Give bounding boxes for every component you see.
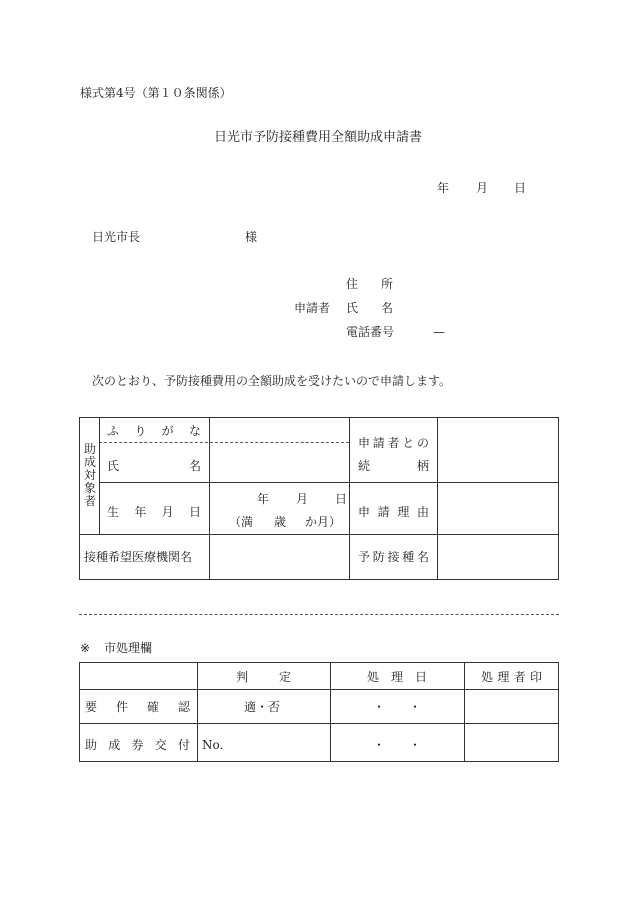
reason-field[interactable] bbox=[439, 484, 557, 533]
office-heading: 市処理欄 bbox=[104, 641, 153, 655]
row1-date-dot2: ・ bbox=[409, 700, 422, 714]
eligibility-judgment: 適・否 bbox=[244, 700, 281, 714]
birth-day-label: 日 bbox=[335, 492, 348, 506]
coupon-issue-label: 助 成 券 交 付 bbox=[85, 738, 190, 752]
relationship-label-line1: 申 請 者 と の bbox=[358, 436, 429, 450]
addressee-name: 日光市長 bbox=[92, 230, 141, 244]
requirement-check-label: 要 件 確 認 bbox=[85, 700, 190, 714]
relationship-field[interactable] bbox=[439, 419, 557, 481]
vaccine-field[interactable] bbox=[439, 536, 557, 578]
row2-seal-field[interactable] bbox=[466, 725, 557, 760]
office-heading-mark: ※ bbox=[80, 641, 91, 655]
date-day: 日 bbox=[514, 181, 527, 195]
col-seal-header: 処 理 者 印 bbox=[481, 670, 542, 684]
date-year: 年 bbox=[437, 181, 450, 195]
birthdate-label: 生 年 月 日 bbox=[107, 505, 201, 519]
hospital-field[interactable] bbox=[211, 536, 347, 578]
row2-date-dot1: ・ bbox=[373, 738, 386, 752]
furigana-field[interactable] bbox=[211, 419, 347, 440]
row1-seal-field[interactable] bbox=[466, 691, 557, 722]
applicant-name-label: 氏 名 bbox=[346, 301, 393, 315]
relationship-label-line2: 続 柄 bbox=[358, 459, 429, 473]
phone-separator: — bbox=[433, 325, 445, 339]
form-title: 日光市予防接種費用全額助成申請書 bbox=[214, 130, 423, 145]
applicant-phone-label: 電話番号 bbox=[346, 325, 395, 339]
cut-line bbox=[79, 614, 559, 615]
applicant-address-label: 住 所 bbox=[346, 277, 393, 291]
name-label: 氏 名 bbox=[107, 459, 201, 473]
reason-label: 申 請 理 由 bbox=[358, 505, 429, 519]
form-number-label: 様式第4号（第１０条関係） bbox=[80, 86, 232, 100]
hospital-label: 接種希望医療機関名 bbox=[84, 550, 193, 564]
applicant-label: 申請者 bbox=[294, 301, 331, 315]
birth-year-label: 年 bbox=[257, 492, 270, 506]
furigana-label: ふ り が な bbox=[107, 424, 201, 438]
vaccine-label: 予 防 接 種 名 bbox=[358, 550, 429, 564]
age-months-label: か月） bbox=[305, 515, 342, 529]
name-field[interactable] bbox=[211, 444, 347, 480]
addressee-honorific: 様 bbox=[245, 230, 258, 244]
col-date-header: 処 理 日 bbox=[367, 670, 427, 684]
row2-date-dot2: ・ bbox=[409, 738, 422, 752]
birthdate-field[interactable] bbox=[211, 484, 347, 533]
date-month: 月 bbox=[476, 181, 489, 195]
col-judgment-header: 判 定 bbox=[236, 670, 291, 684]
birth-month-label: 月 bbox=[296, 492, 309, 506]
subject-group-label: 助成対象者 bbox=[83, 442, 96, 508]
age-years-label: 歳 bbox=[274, 515, 287, 529]
age-open-label: （満 bbox=[229, 515, 254, 529]
intro-text: 次のとおり、予防接種費用の全額助成を受けたいので申請します。 bbox=[92, 374, 452, 388]
row1-date-dot1: ・ bbox=[373, 700, 386, 714]
coupon-number-label: No. bbox=[202, 738, 224, 752]
